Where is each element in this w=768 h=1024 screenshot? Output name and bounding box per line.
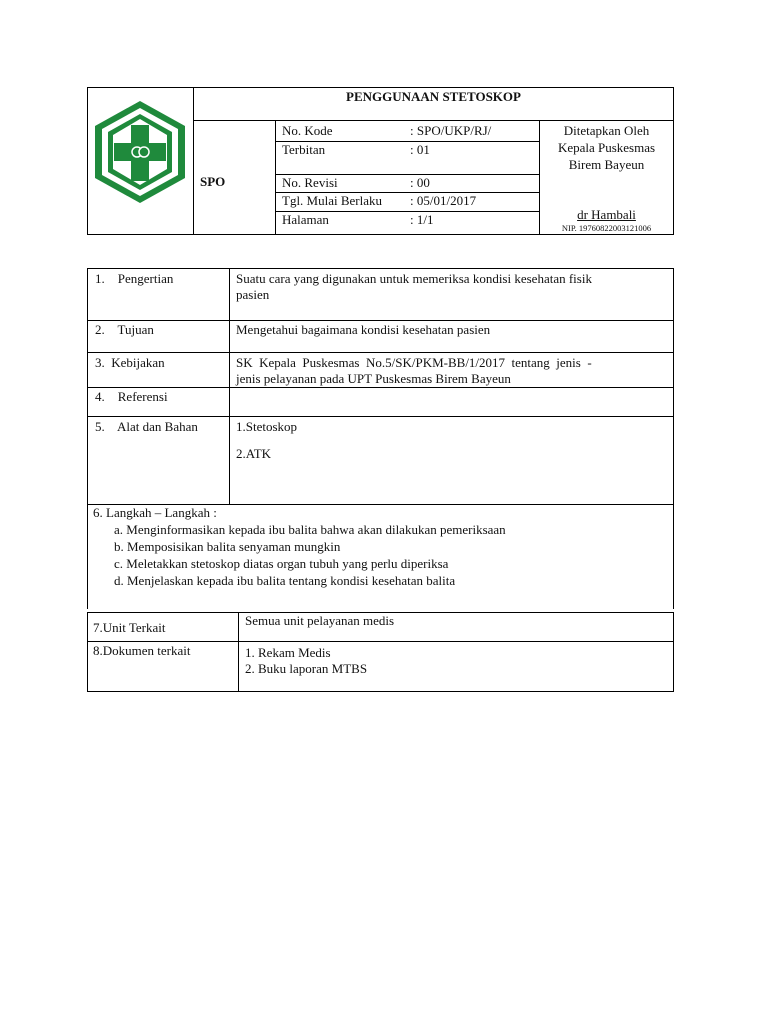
dokumen-item-1: 1. Rekam Medis bbox=[245, 645, 331, 660]
field-label-terbitan: Terbitan bbox=[282, 142, 326, 157]
langkah-item-a: a. Menginformasikan kepada ibu balita bahwa akan dilakukan pemeriksaan bbox=[114, 522, 506, 537]
row-text-alat-2: 2.ATK bbox=[236, 446, 272, 461]
field-value-no-kode: : SPO/UKP/RJ/ bbox=[410, 123, 492, 138]
row-text-alat-1: 1.Stetoskop bbox=[236, 419, 298, 434]
langkah-item-c: c. Meletakkan stetoskop diatas organ tubuh yang perlu diperiksa bbox=[114, 556, 449, 571]
langkah-title: 6. Langkah – Langkah : bbox=[93, 505, 217, 520]
langkah-item-b: b. Memposisikan balita senyaman mungkin bbox=[114, 539, 341, 554]
row-label-kebijakan: 3. Kebijakan bbox=[95, 355, 165, 370]
puskesmas-logo-icon bbox=[90, 98, 190, 206]
row-label-tujuan: 2. Tujuan bbox=[95, 322, 154, 337]
unit-terkait-value: Semua unit pelayanan medis bbox=[245, 613, 395, 628]
approval-line-1: Ditetapkan Oleh bbox=[563, 123, 650, 138]
row-text-kebijakan-1: SK Kepala Puskesmas No.5/SK/PKM-BB/1/2017 tentang jenis - bbox=[236, 355, 592, 370]
spo-label: SPO bbox=[200, 174, 226, 189]
langkah-item-d: d. Menjelaskan kepada ibu balita tentang kondisi kesehatan balita bbox=[114, 573, 456, 588]
field-label-no-kode: No. Kode bbox=[282, 123, 333, 138]
dokumen-item-2: 2. Buku laporan MTBS bbox=[245, 661, 368, 676]
row-text-kebijakan-2: jenis pelayanan pada UPT Puskesmas Birem Bayeun bbox=[236, 371, 511, 386]
row-label-pengertian: 1. Pengertian bbox=[95, 271, 174, 286]
field-label-tgl-mulai: Tgl. Mulai Berlaku bbox=[282, 193, 383, 208]
row-text-pengertian-2: pasien bbox=[236, 287, 270, 302]
field-label-halaman: Halaman bbox=[282, 212, 329, 227]
field-value-no-revisi: : 00 bbox=[410, 175, 430, 190]
document-title: PENGGUNAAN STETOSKOP bbox=[346, 89, 521, 104]
approval-line-3: Birem Bayeun bbox=[568, 157, 645, 172]
approval-name: dr Hambali bbox=[577, 207, 636, 222]
row-label-referensi: 4. Referensi bbox=[95, 389, 168, 404]
row-label-alat-bahan: 5. Alat dan Bahan bbox=[95, 419, 198, 434]
unit-terkait-label: 7.Unit Terkait bbox=[93, 620, 166, 635]
row-text-pengertian-1: Suatu cara yang digunakan untuk memeriksa kondisi kesehatan fisik bbox=[236, 271, 592, 286]
dokumen-terkait-label: 8.Dokumen terkait bbox=[93, 643, 191, 658]
approval-nip: NIP. 19760822003121006 bbox=[561, 223, 652, 233]
field-value-terbitan: : 01 bbox=[410, 142, 430, 157]
field-value-tgl-mulai: : 05/01/2017 bbox=[410, 193, 477, 208]
field-label-no-revisi: No. Revisi bbox=[282, 175, 338, 190]
row-text-tujuan: Mengetahui bagaimana kondisi kesehatan pasien bbox=[236, 322, 491, 337]
approval-line-2: Kepala Puskesmas bbox=[557, 140, 656, 155]
field-value-halaman: : 1/1 bbox=[410, 212, 434, 227]
